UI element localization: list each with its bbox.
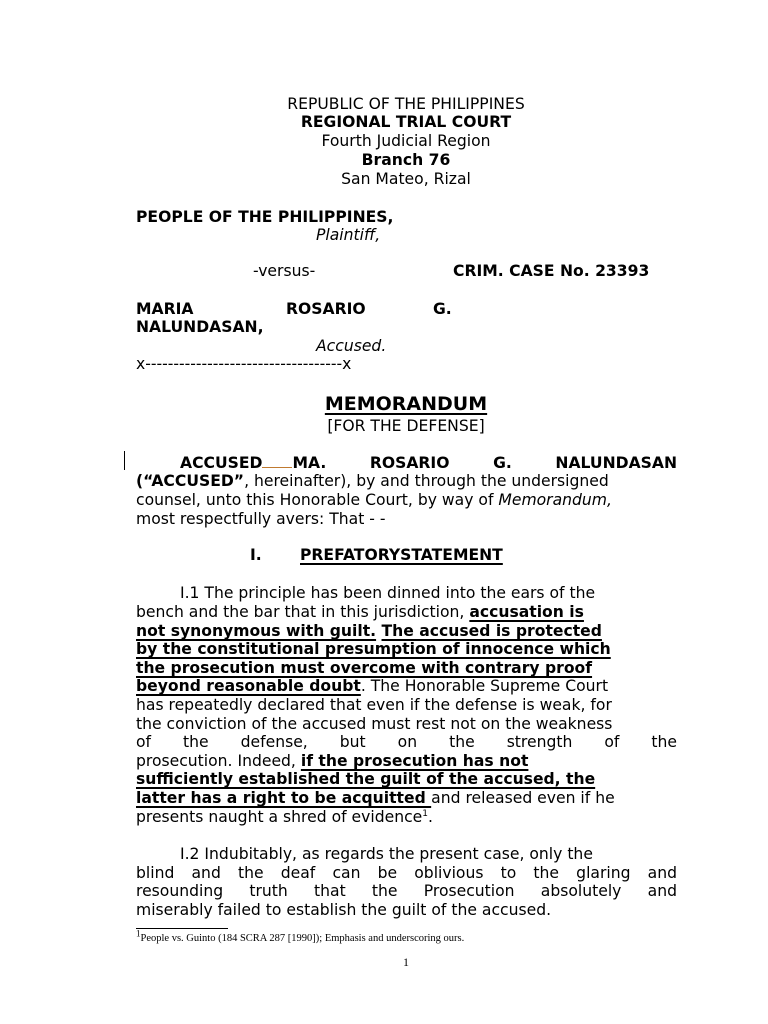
para-1-1-line-4: by the constitutional presumption of innocence which — [136, 640, 611, 658]
intro-accused-name: MA. ROSARIO G. NALUNDASAN — [292, 454, 677, 472]
section-number: I. — [250, 546, 262, 564]
intro-defined-term: (“ACCUSED” — [136, 472, 245, 490]
page-number: 1 — [403, 955, 409, 969]
text-cursor — [124, 451, 125, 470]
accused-name-middle: ROSARIO — [286, 300, 366, 318]
header-republic: REPUBLIC OF THE PHILIPPINES — [287, 95, 525, 113]
emphasis-text: The accused is protected — [381, 622, 602, 640]
document-title: MEMORANDUM — [324, 393, 488, 415]
footnote-text: People vs. Guinto (184 SCRA 287 [1990]); Emphasis and underscoring ours. — [140, 933, 465, 944]
section-heading: PREFATORYSTATEMENT — [300, 546, 503, 564]
para-1-2-line-1: I.2 Indubitably, as regards the present case, only the — [180, 845, 593, 863]
accused-name-last: NALUNDASAN, — [136, 318, 264, 336]
caption-divider: x-----------------------------------x — [136, 355, 352, 373]
header-region: Fourth Judicial Region — [321, 132, 491, 150]
para-1-1-line-13 — [136, 808, 433, 827]
intro-line-2-rest: , hereinafter), by and through the undersigned — [244, 472, 609, 490]
para-1-1-line-12 — [136, 789, 677, 808]
para-1-2-line-2: blind and the deaf can be oblivious to the glaring and — [136, 864, 677, 882]
intro-line-4: most respectfully avers: That - - — [136, 510, 386, 528]
para-1-1-line-11: sufficiently established the guilt of the accused, the — [136, 770, 596, 788]
para-1-1-line-3 — [136, 622, 677, 641]
footnote-separator — [136, 928, 228, 929]
intro-line-3 — [136, 491, 677, 510]
plaintiff-name: PEOPLE OF THE PHILIPPINES, — [136, 208, 394, 226]
footnote-ref[interactable]: 1 — [422, 808, 428, 819]
para-text: . The Honorable Supreme Court — [360, 677, 609, 695]
para-1-1-line-8: the conviction of the accused must rest not on the weakness — [136, 715, 613, 733]
intro-line-3-text: counsel, unto this Honorable Court, by way of — [136, 491, 499, 509]
para-text: presents naught a shred of evidence — [136, 808, 423, 826]
para-1-1-line-10 — [136, 752, 677, 771]
intro-memorandum-italic: Memorandum, — [498, 491, 612, 509]
para-1-1-line-2 — [136, 603, 677, 622]
accused-name-first: MARIA — [136, 300, 194, 318]
emphasis-text: not synonymous with guilt. — [136, 622, 377, 640]
emphasis-text: latter has a right to be acquitted — [136, 789, 432, 807]
para-text: . — [428, 808, 433, 826]
accused-role: Accused. — [316, 337, 387, 355]
intro-line-2 — [136, 472, 677, 491]
para-text: and released even if he — [431, 789, 615, 807]
case-number: CRIM. CASE No. 23393 — [453, 262, 650, 280]
emphasis-text: if the prosecution has not — [300, 752, 529, 770]
para-1-2-line-3: resounding truth that the Prosecution absolutely and — [136, 882, 677, 900]
para-1-1-line-9: of the defense, but on the strength of the — [136, 733, 677, 751]
emphasis-text: beyond reasonable doubt — [136, 677, 361, 695]
para-1-1-line-6 — [136, 677, 677, 696]
para-1-2-line-4: miserably failed to establish the guilt of the accused. — [136, 901, 552, 919]
tracked-change-mark — [262, 455, 292, 468]
accused-name-initial: G. — [433, 300, 452, 318]
document-subtitle: [FOR THE DEFENSE] — [327, 417, 485, 435]
para-1-1-line-1: I.1 The principle has been dinned into the ears of the — [180, 584, 596, 602]
para-text: bench and the bar that in this jurisdiction, — [136, 603, 470, 621]
para-text: prosecution. Indeed, — [136, 752, 301, 770]
header-branch: Branch 76 — [361, 151, 451, 169]
emphasis-text: accusation is — [469, 603, 584, 621]
footnote-marker: 1 — [136, 928, 141, 939]
intro-line-1 — [180, 454, 677, 473]
para-1-1-line-5: the prosecution must overcome with contrary proof — [136, 659, 593, 677]
para-1-1-line-7: has repeatedly declared that even if the defense is weak, for — [136, 696, 612, 714]
versus-label: -versus- — [253, 262, 316, 280]
footnote — [136, 928, 465, 944]
header-location: San Mateo, Rizal — [341, 170, 471, 188]
intro-accused: ACCUSED — [180, 454, 263, 472]
header-court: REGIONAL TRIAL COURT — [300, 113, 512, 131]
plaintiff-role: Plaintiff, — [316, 226, 381, 244]
